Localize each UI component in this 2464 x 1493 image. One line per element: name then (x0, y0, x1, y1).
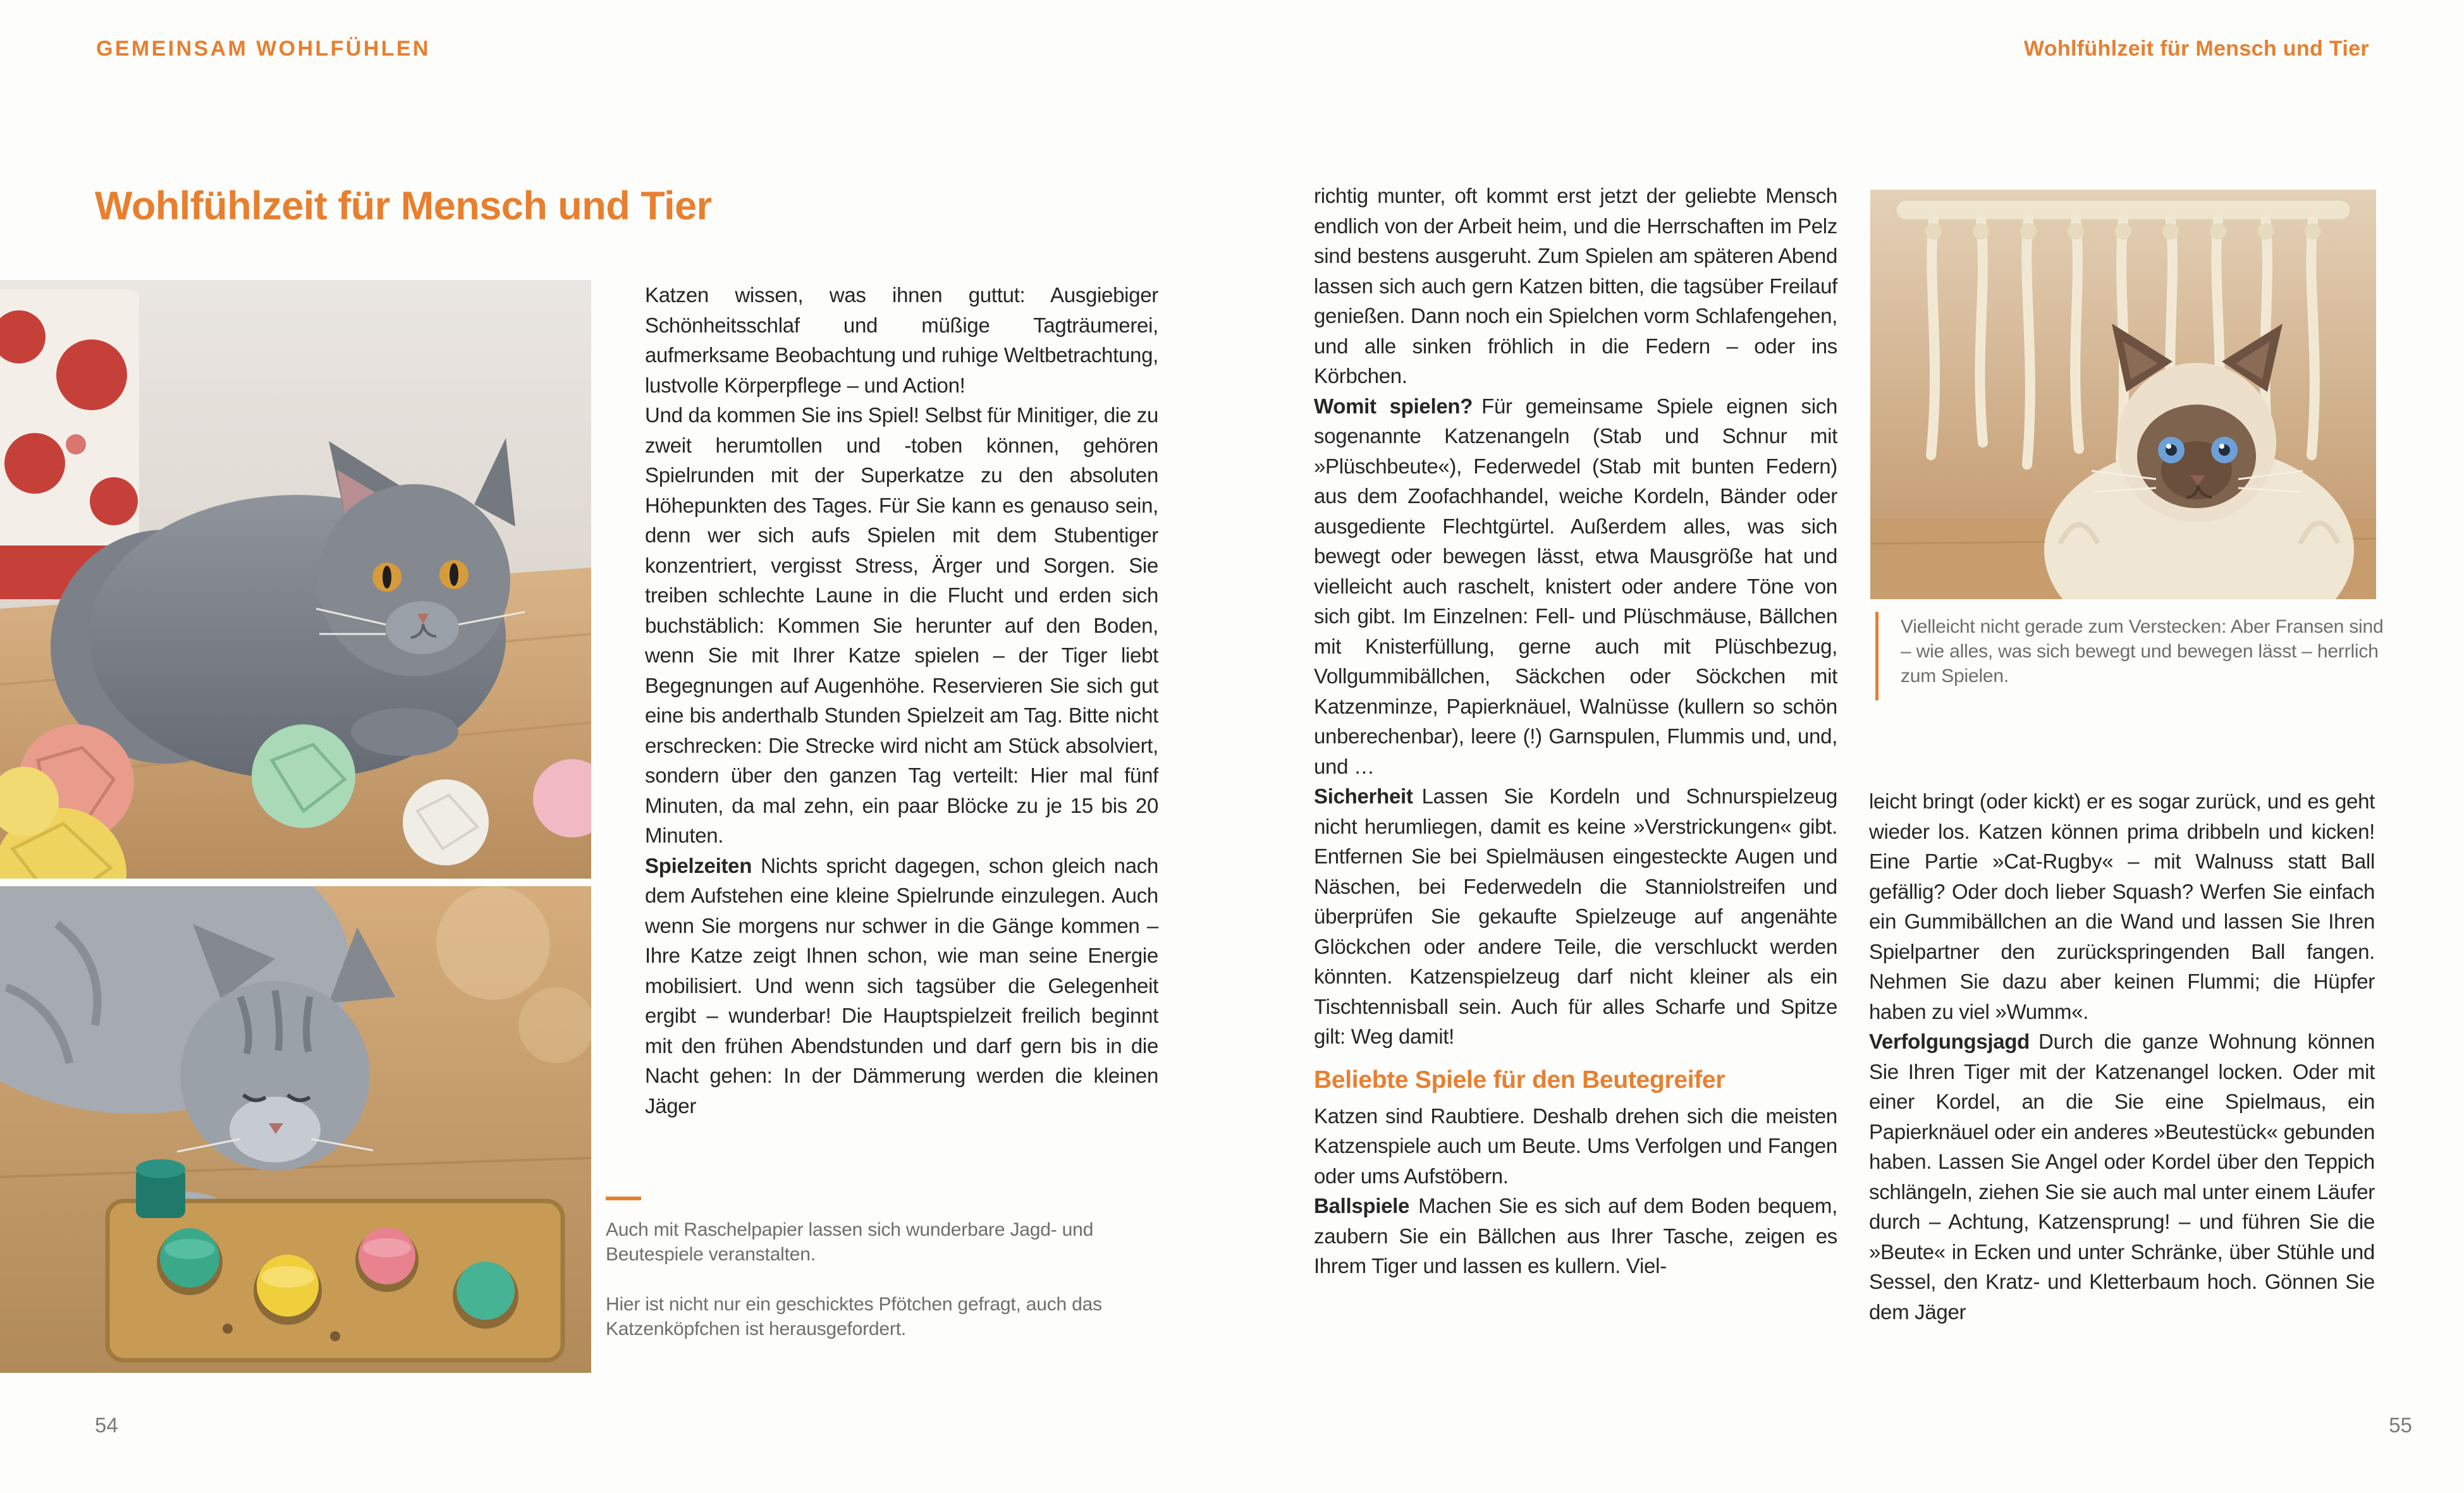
paragraph-text: Machen Sie es sich auf dem Boden bequem, zaubern Sie ein Bällchen aus Ihrer Tasche, zeigen es Ihrem Tiger und lassen es kullern. Viel- (1314, 1194, 1837, 1277)
left-page-body-column (645, 280, 1158, 1121)
paragraph-text: Durch die ganze Wohnung können Sie Ihren Tiger mit der Katzenangel locken. Oder mit einer Kordel, an die Sie eine Spielmaus, ein Papierknäuel oder ein anderes »Beutestück« gebunden haben. Lassen Sie Angel oder Kordel über den Teppich schlängeln, ziehen Sie sie auch mal unter einem Läufer durch – Achtung, Katzensprung! – und führen Sie die »Beute« in Ecken und unter Schränke, über Stühle und Sessel, den Kratz- und Kletterbaum hoch. Gönnen Sie dem Jäger (1869, 1030, 2375, 1324)
section-subheading: Beliebte Spiele für den Beutegreifer (1314, 1066, 1725, 1094)
photo-gray-cat-paper-balls (0, 280, 591, 879)
caption-rule (606, 1197, 641, 1200)
paragraph-text: Katzen sind Raubtiere. Deshalb drehen sich die meisten Katzenspiele auch um Beute. Ums Verfolgen und Fangen oder ums Aufstöbern. (1314, 1104, 1837, 1188)
running-head-left: GEMEINSAM WOHLFÜHLEN (96, 37, 431, 61)
paragraph (645, 400, 1158, 851)
paragraph-lead-in: Sicherheit (1314, 784, 1413, 808)
paragraph (1314, 181, 1837, 391)
bokeh-light (518, 987, 591, 1063)
paragraph (645, 280, 1158, 400)
paragraph (1314, 391, 1837, 782)
paragraph (1314, 781, 1837, 1052)
page-number-right: 55 (2389, 1413, 2412, 1437)
page-title: Wohlfühlzeit für Mensch und Tier (95, 184, 712, 229)
caption-bar (1875, 612, 1879, 700)
photo-cat-puzzle-toy (0, 886, 591, 1373)
paragraph-text: richtig munter, oft kommt erst jetzt der geliebte Mensch endlich von der Arbeit heim, und die Herrschaften im Pelz sind bestens ausgeruht. Zum Spielen am späteren Abend lassen sich auch gern Katzen bitten, die tagsüber Freilauf genießen. Dann noch ein Spielchen vorm Schlafengehen, und alle sinken fröhlich in die Federn – oder ins Körbchen. (1314, 184, 1838, 387)
paragraph-text: Katzen wissen, was ihnen guttut: Ausgiebiger Schönheitsschlaf und müßige Tagträumerei, aufmerksame Beobachtung und ruhige Weltbetrachtung, lustvolle Körperpflege – und Action! (645, 283, 1158, 397)
paragraph (1869, 1027, 2375, 1327)
page-number-left: 54 (95, 1413, 118, 1437)
photo2-caption: Hier ist nicht nur ein geschicktes Pfötchen gefragt, auch das Katzenköpfchen ist herausgefordert. (606, 1294, 1102, 1339)
photo3-caption: Vielleicht nicht gerade zum Verstecken: Aber Fransen sind – wie alles, was sich bewegt und bewegen lässt – herrlich zum Spielen. (1901, 616, 2384, 686)
paragraph-text: Und da kommen Sie ins Spiel! Selbst für Minitiger, die zu zweit herumtollen und -toben können, gehören Spielrunden mit der Superkatze zu den absoluten Höhepunkten des Tages. Für Sie kann es genauso sein, denn wer sich aufs Spielen mit dem Stubentiger konzentriert, vergisst Stress, Ärger und Sorgen. Sie treiben schlechte Laune in die Flucht und erden sich buchstäblich: Kommen Sie herunter auf den Boden, wenn Sie mit Ihrer Katze spielen – der Tiger liebt Begegnungen auf Augenhöhe. Reservieren Sie sich gut eine bis anderthalb Stunden Spielzeit am Tag. Bitte nicht erschrecken: Die Strecke wird nicht am Stück absolviert, sondern über den ganzen Tag verteilt: Hier mal fünf Minuten, da mal zehn, ein paar Blöcke zu je 15 bis 20 Minuten. (645, 403, 1158, 847)
running-head-right: Wohlfühlzeit für Mensch und Tier (2023, 37, 2369, 61)
right-page-column-1 (1314, 181, 1837, 1281)
paragraph-lead-in: Ballspiele (1314, 1194, 1410, 1217)
paragraph (1869, 786, 2375, 1027)
paragraph-lead-in: Spielzeiten (645, 853, 752, 877)
paragraph (1314, 1101, 1837, 1191)
paragraph-text: Für gemeinsame Spiele eignen sich sogenannte Katzenangeln (Stab und Schnur mit »Plüschbeute«), Federwedel (Stab mit bunten Federn) aus dem Zoofachhandel, weiche Kordeln, Bänder oder ausgediente Flechtgürtel. Außerdem alles, was sich bewegt oder bewegen lässt, etwa Mausgröße hat und vielleicht auch raschelt, knistert oder andere Töne von sich gibt. Im Einzelnen: Fell- und Plüschmäuse, Bällchen mit Knisterfüllung, gerne auch mit Plüschbezug, Vollgummibällchen, Säckchen oder Söckchen mit Katzenminze, Papierknäuel, Walnüsse (kullern so schön unberechenbar), leere (!) Garnspulen, Flummis und, und, und … (1314, 394, 1837, 778)
paragraph (645, 851, 1158, 1121)
paragraph-lead-in: Verfolgungsjagd (1869, 1030, 2030, 1053)
paragraph (1314, 1191, 1837, 1281)
paragraph-lead-in: Womit spielen? (1314, 394, 1473, 418)
paragraph-text: Lassen Sie Kordeln und Schnurspielzeug nicht herumliegen, damit es keine »Verstrickungen« gibt. Entfernen Sie bei Spielmäusen eingesteckte Augen und Näschen, bei Federwedeln die Stanniolstreifen und überprüfen Sie gekaufte Spielzeuge auf angenähte Glöckchen oder andere Teile, die verschluckt werden könnten. Katzenspielzeug darf nicht kleiner als ein Tischtennisball sein. Auch für alles Scharfe und Spitze gilt: Weg damit! (1314, 784, 1837, 1048)
photo1-caption: Auch mit Raschelpapier lassen sich wunderbare Jagd- und Beutespiele veranstalten. (606, 1219, 1094, 1265)
photo-cat-behind-fringe (1870, 190, 2376, 599)
bokeh-light (436, 886, 550, 1000)
right-page-column-2 (1869, 786, 2375, 1327)
paragraph-text: leicht bringt (oder kickt) er es sogar zurück, und es geht wieder los. Katzen können prima dribbeln und kicken! Eine Partie »Cat-Rugby« – mit Walnuss statt Ball gefällig? Oder doch lieber Squash? Werfen Sie einfach ein Gummibällchen an die Wand und lassen Sie Ihren Spielpartner den zurückspringenden Ball fangen. Nehmen Sie dazu aber keinen Flummi; die Hüpfer haben zu viel »Wumm«. (1869, 789, 2375, 1023)
paragraph-text: Nichts spricht dagegen, schon gleich nach dem Aufstehen eine kleine Spielrunde einzulegen. Auch wenn Sie morgens nur schwer in die Gänge kommen – Ihre Katze zeigt Ihnen schon, wie man seine Energie mobilisiert. Und wenn sich tagsüber die Gelegenheit ergibt – wunderbar! Die Hauptspielzeit freilich beginnt mit den frühen Abendstunden und darf gern bis in die Nacht gehen: In der Dämmerung werden die kleinen Jäger (645, 853, 1158, 1118)
